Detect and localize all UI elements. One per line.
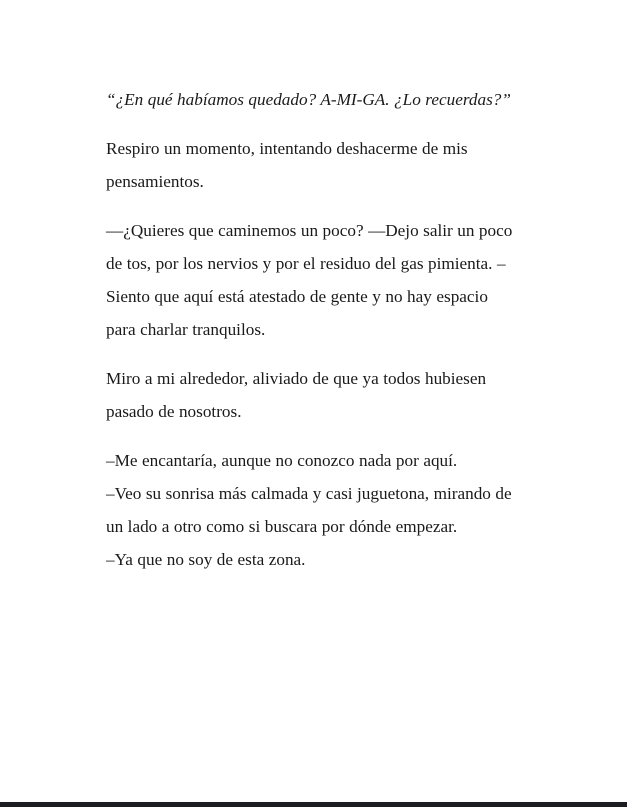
text-column (106, 83, 518, 576)
bottom-rule (0, 802, 627, 807)
paragraph-look-around: Miro a mi alrededor, aliviado de que ya todos hubiesen pasado de nosotros. (106, 369, 487, 421)
dialogue-block (106, 444, 518, 576)
paragraph-walk-question: —¿Quieres que caminemos un poco? —Dejo salir un poco de tos, por los nervios y por el residuo del gas pimienta. ‒Siento que aquí está atestado de gente y no hay espacio para charlar tranquilos. (106, 221, 513, 339)
dialogue-line: ‒Veo su sonrisa más calmada y casi juguetona, mirando de un lado a otro como si buscara por dónde empezar. (106, 484, 512, 536)
paragraph-quote: “¿En qué habíamos quedado? A-MI-GA. ¿Lo recuerdas?” (106, 90, 511, 109)
dialogue-line: ‒Me encantaría, aunque no conozco nada por aquí. (106, 451, 458, 470)
dialogue-line: ‒Ya que no soy de esta zona. (106, 550, 306, 569)
paragraph-breath: Respiro un momento, intentando deshacerme de mis pensamientos. (106, 139, 468, 191)
